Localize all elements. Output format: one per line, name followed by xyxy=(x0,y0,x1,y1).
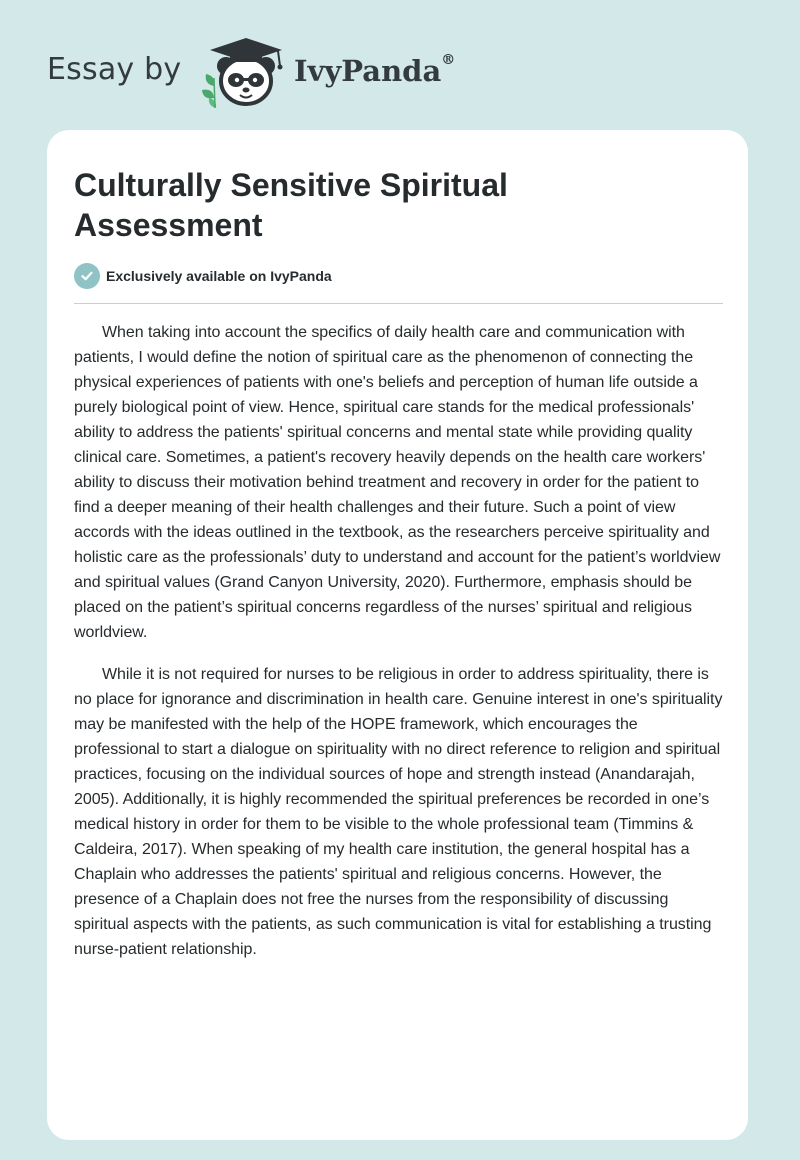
divider xyxy=(74,303,723,304)
brand-prefix: Essay by xyxy=(47,52,182,87)
panda-graduate-icon[interactable] xyxy=(200,34,292,110)
page-title: Culturally Sensitive Spiritual Assessment xyxy=(74,167,508,243)
check-icon xyxy=(74,263,100,289)
paragraph: While it is not required for nurses to be religious in order to address spirituality, there is no place for ignorance and discrimination in health care. Genuine interest in one's spirituality may be manifested with the help of the HOPE framework, which encourages the professional to start a dialogue on spirituality with no direct reference to religion and spiritual practices, focusing on the individual sources of hope and strength instead (Anandarajah, 2005). Additionally, it is highly recommended the spiritual preferences be recorded in one’s medical history in order for them to be visible to the whole professional team (Timmins & Caldeira, 2017). When speaking of my health care institution, the general hospital has a Chaplain who addresses the patients' spiritual and religious concerns. However, the presence of a Chaplain does not free the nurses from the responsibility of discussing spiritual aspects with the patients, as such communication is vital for establishing a trusting nurse-patient relationship. xyxy=(74,666,723,958)
exclusive-badge xyxy=(74,263,332,289)
essay-card xyxy=(47,130,748,1140)
brand-name[interactable]: IvyPanda® xyxy=(294,52,456,88)
exclusive-badge-text: Exclusively available on IvyPanda xyxy=(106,268,332,284)
site-header xyxy=(0,0,800,130)
paragraph: When taking into account the specifics of daily health care and communication with patients, I would define the notion of spiritual care as the phenomenon of connecting the physical experiences of patients with one's beliefs and perception of human life outside a purely biological point of view. Hence, spiritual care stands for the medical professionals' ability to address the patients' spiritual concerns and mental state while providing quality clinical care. Sometimes, a patient's recovery heavily depends on the health care workers' ability to discuss their motivation behind treatment and recovery in order for the patient to find a deeper meaning of their health challenges and their future. Such a point of view accords with the ideas outlined in the textbook, as the researchers perceive spirituality and holistic care as the professionals’ duty to understand and account for the patient’s worldview and spiritual values (Grand Canyon University, 2020). Furthermore, emphasis should be placed on the patient’s spiritual concerns regardless of the nurses’ spiritual and religious worldview. xyxy=(74,324,721,641)
essay-body xyxy=(74,320,726,979)
registered-mark: ® xyxy=(441,52,456,68)
